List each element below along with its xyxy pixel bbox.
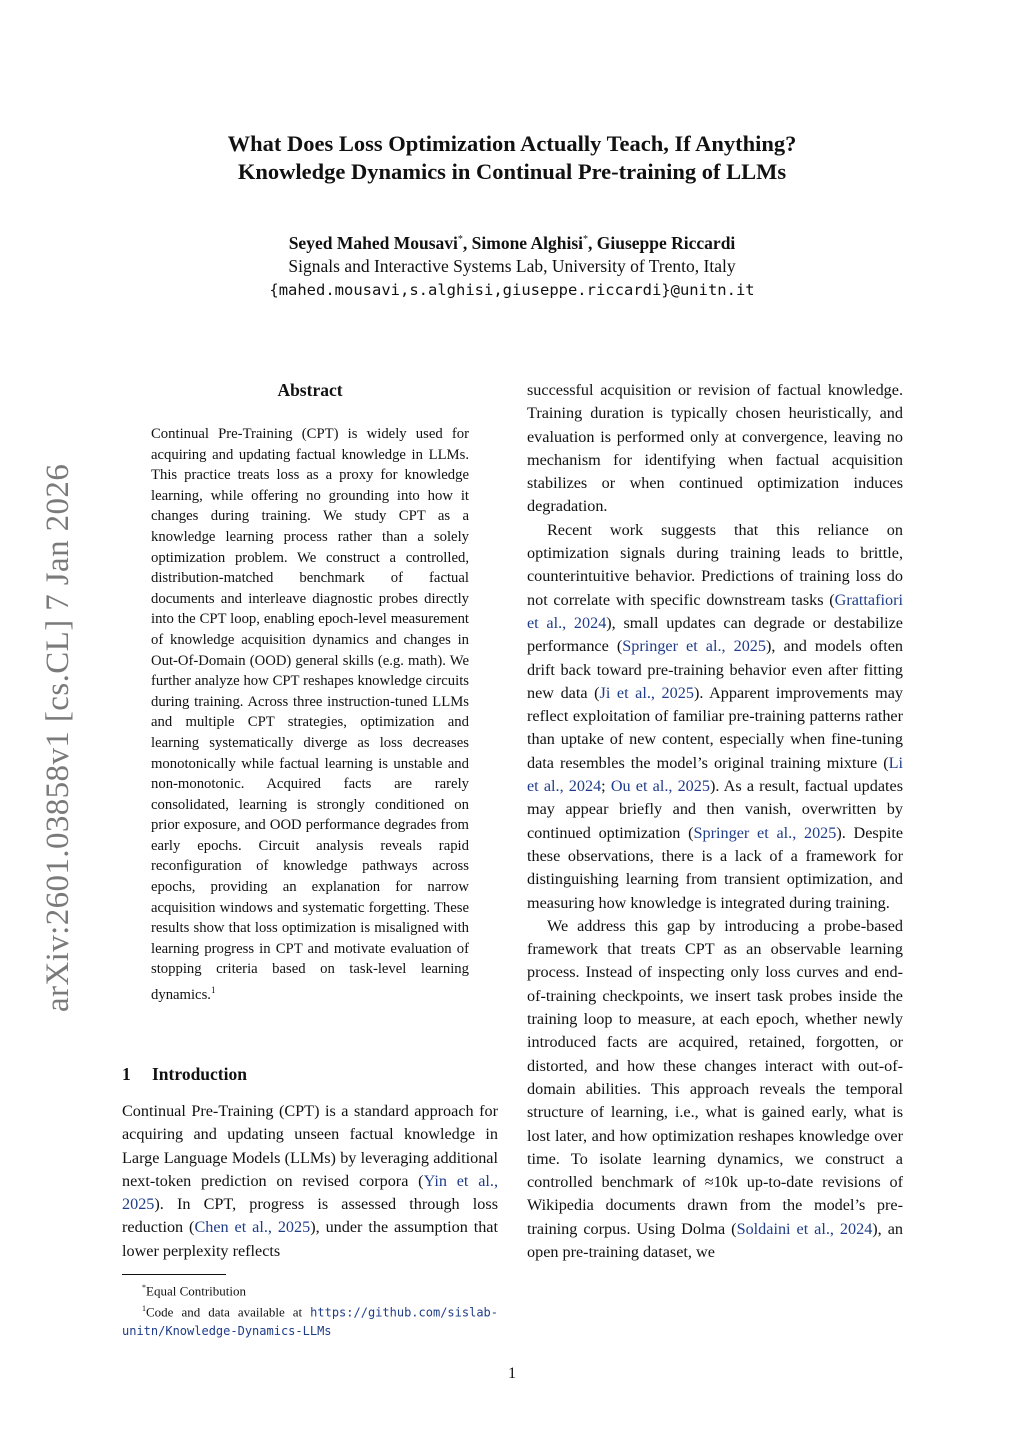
footnote-equal-contribution [122, 1279, 498, 1300]
author-2-mark: * [583, 234, 588, 245]
citation-link[interactable]: Grattafiori et al., 2024 [527, 590, 903, 632]
body-text: ). Apparent improvements may reflect exploitation of familiar pre-training patterns rather than uptake of new content, especially when fine-tuning data resembles the model’s original training mixture ( [527, 683, 903, 772]
section-number: 1 [122, 1064, 131, 1084]
citation-link[interactable]: Ou et al., 2025 [610, 777, 710, 796]
body-text: ; [601, 777, 611, 796]
body-text: ), an open pre-training dataset, we [527, 1219, 903, 1261]
footnote-text: Equal Contribution [146, 1283, 247, 1299]
footnote-mark: 1 [142, 1304, 146, 1314]
footnote-divider [122, 1274, 226, 1275]
author-emails: {mahed.mousavi,s.alghisi,giuseppe.riccardi}@unitn.it [269, 281, 755, 299]
citation-link[interactable]: Chen et al., 2025 [194, 1218, 311, 1237]
author-1-mark: * [457, 234, 463, 245]
author-1: Seyed Mahed Mousavi [288, 232, 458, 253]
right-column [527, 379, 903, 1264]
section-heading-introduction [122, 1062, 498, 1086]
footnote-text: Code and data available at [146, 1304, 311, 1320]
intro-text: ), under the assumption that lower perplexity reflects [122, 1218, 498, 1260]
author-3: Giuseppe Riccardi [596, 232, 736, 253]
intro-text: Continual Pre-Training (CPT) is a standard approach for acquiring and updating unseen factual knowledge in Large Language Models (LLMs) by leveraging additional next-token prediction on revised corpora ( [122, 1102, 498, 1190]
footnotes [122, 1279, 498, 1340]
intro-text: ). In CPT, progress is assessed through loss reduction ( [122, 1195, 498, 1237]
section-title: Introduction [152, 1064, 247, 1084]
page-number: 1 [507, 1364, 517, 1382]
right-paragraph-3 [527, 915, 903, 1264]
intro-paragraph-left [122, 1100, 498, 1263]
title-line-1: What Does Loss Optimization Actually Teach, If Anything? [227, 131, 797, 156]
citation-link[interactable]: Springer et al., 2025 [693, 823, 837, 842]
body-text: ), small updates can degrade or destabilize performance ( [527, 613, 903, 656]
abstract-footnote-mark[interactable]: 1 [210, 985, 216, 996]
body-text: We address this gap by introducing a probe-based framework that treats CPT as an observable learning process. Instead of inspecting only loss curves and end-of-training checkpoints, we insert task probes inside the training loop to measure, at each epoch, whether newly introduced facts are acquired, retained, forgotten, or distorted, and how these changes interact with out-of-domain abilities. This approach reveals the temporal structure of learning, i.e., what is gained early, what is lost later, and how optimization reshapes knowledge over time. To isolate learning dynamics, we construct a controlled benchmark of ≈10k up-to-date revisions of Wikipedia documents drawn from the model’s pre-training corpus. Using Dolma ( [527, 916, 903, 1238]
right-paragraph-1: successful acquisition or revision of factual knowledge. Training duration is typically chosen heuristically, and evaluation is performed only at convergence, leaving no mechanism for identifying when factual acquisition stabilizes or when continued optimization induces degradation. [527, 381, 903, 516]
body-text: ). Despite these observations, there is a lack of a framework for distinguishing learning from transient optimization, and measuring how knowledge is integrated during training. [527, 823, 904, 912]
abstract-body [151, 424, 469, 1006]
author-list [120, 228, 904, 255]
paper-title [120, 130, 904, 186]
right-paragraph-2 [527, 519, 903, 915]
citation-link[interactable]: Soldaini et al., 2024 [736, 1219, 873, 1238]
citation-link[interactable]: Li et al., 2024 [527, 753, 903, 796]
arxiv-identifier[interactable]: arXiv:2601.03858v1 [cs.CL] 7 Jan 2026 [40, 463, 76, 1012]
affiliation: Signals and Interactive Systems Lab, University of Trento, Italy [288, 256, 736, 276]
github-link[interactable]: https://github.com/sislab-unitn/Knowledge-Dynamics-LLMs [122, 1305, 498, 1338]
body-text: Recent work suggests that this reliance on optimization signals during training leads to brittle, counterintuitive behavior. Predictions of training loss do not correlate with specific downstream tasks ( [527, 520, 903, 609]
abstract-heading: Abstract [277, 380, 343, 400]
body-text: ), and models often drift back toward pre-training behavior even after fitting new data ( [527, 637, 903, 702]
author-separator: , [588, 232, 597, 253]
body-text: ). As a result, factual updates may appear briefly and then vanish, overwritten by continued optimization ( [527, 777, 904, 842]
abstract-text: Continual Pre-Training (CPT) is widely used for acquiring and updating factual knowledge in LLMs. This practice treats loss as a proxy for knowledge learning, while offering no grounding into how it changes during training. We study CPT as a knowledge learning process rather than a solely optimization problem. We construct a controlled, distribution-matched benchmark of factual documents and interleave diagnostic probes directly into the CPT loop, enabling epoch-level measurement of knowledge acquisition dynamics and changes in Out-Of-Domain (OOD) general skills (e.g. math). We further analyze how CPT reshapes knowledge circuits during training. Across three instruction-tuned LLMs and multiple CPT strategies, optimization and learning systematically diverge as loss decreases monotonically while factual learning is unstable and non-monotonic. Acquired facts are rarely consolidated, learning is strongly conditioned on prior exposure, and OOD performance degrades from early epochs. Circuit analysis reveals rapid reconfiguration of knowledge pathways across epochs, providing an explanation for narrow acquisition windows and systematic forgetting. These results show that loss optimization is misaligned with learning progress in CPT and motivate evaluation of stopping criteria based on task-level learning dynamics. [151, 426, 469, 1003]
citation-link[interactable]: Ji et al., 2025 [599, 683, 694, 702]
footnote-code-availability [122, 1300, 498, 1339]
author-2: Simone Alghisi [471, 232, 583, 253]
footnote-mark: * [142, 1283, 146, 1292]
citation-link[interactable]: Springer et al., 2025 [622, 637, 766, 656]
author-separator: , [462, 232, 472, 253]
title-line-2: Knowledge Dynamics in Continual Pre-training of LLMs [237, 159, 787, 184]
citation-link[interactable]: Yin et al., 2025 [122, 1171, 498, 1214]
